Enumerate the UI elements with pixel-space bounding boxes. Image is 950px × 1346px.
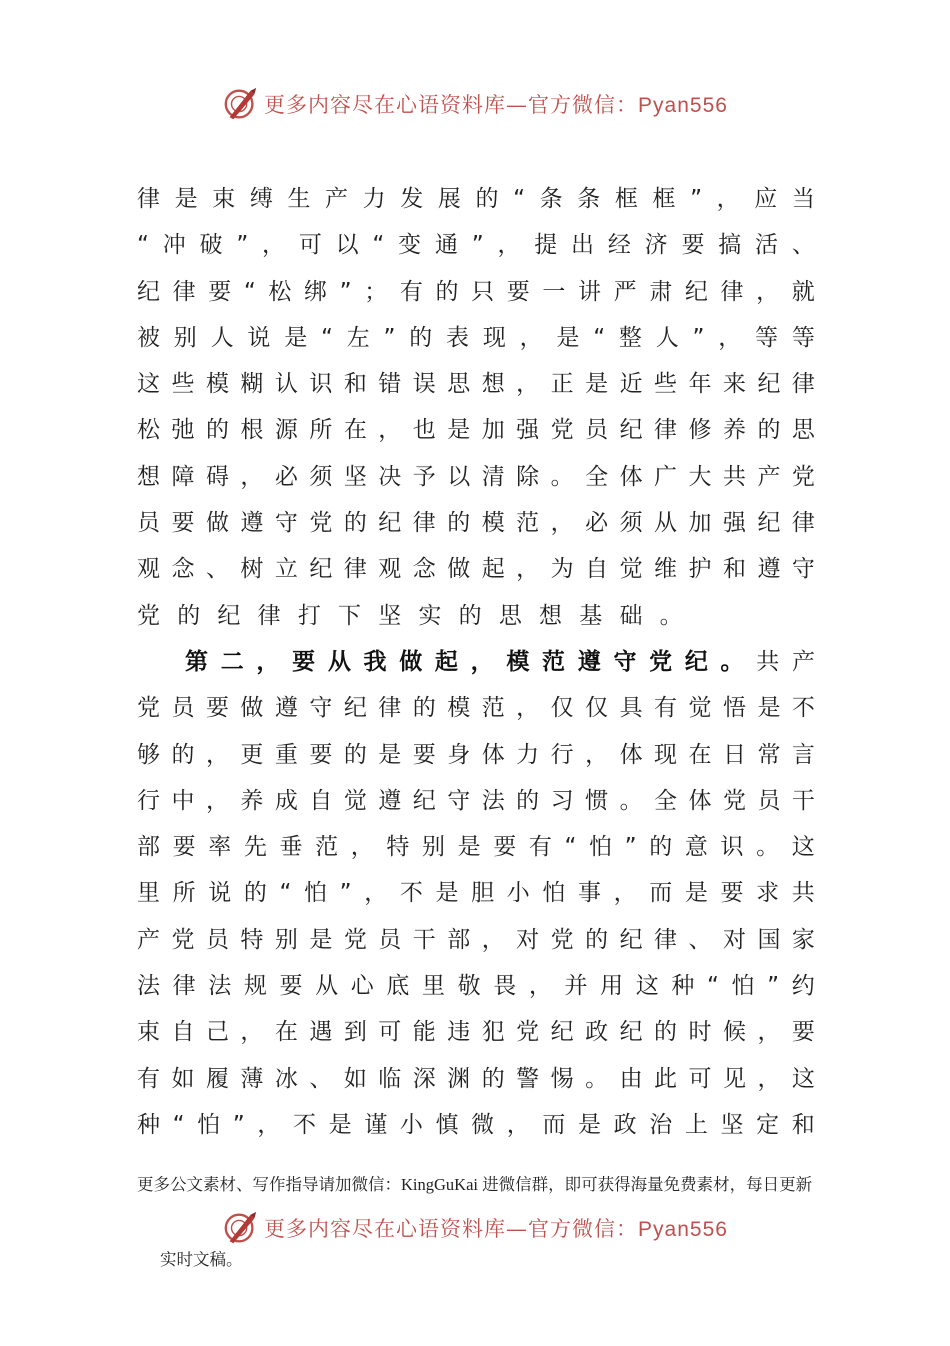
- quill-logo-icon: [222, 85, 260, 123]
- quill-logo-icon: [222, 1209, 260, 1247]
- text-line: 有 如 履 薄 冰 、 如 临 深 渊 的 警 惕 。 由 此 可 见 ， 这: [137, 1065, 815, 1092]
- footer-note-continuation: 实时文稿。: [160, 1250, 243, 1269]
- text-line: 党 员 要 做 遵 守 纪 律 的 模 范 ， 仅 仅 具 有 觉 悟 是 不: [137, 695, 815, 722]
- text-line: 种 “ 怕 ” ， 不 是 谨 小 慎 微 ， 而 是 政 治 上 坚 定 和: [137, 1111, 815, 1138]
- watermark-text: 更多内容尽在心语资料库—官方微信：Pyan556: [264, 93, 728, 117]
- text-line: 第 二 ， 要 从 我 做 起 ， 模 范 遵 守 党 纪 。 共 产: [185, 648, 815, 675]
- text-line: 律 是 束 缚 生 产 力 发 展 的 “ 条 条 框 框 ” ， 应 当: [137, 186, 815, 212]
- text-line: 里 所 说 的 “ 怕 ” ， 不 是 胆 小 怕 事 ， 而 是 要 求 共: [137, 880, 815, 907]
- text-line: 松 弛 的 根 源 所 在 ， 也 是 加 强 党 员 纪 律 修 养 的 思: [137, 417, 815, 444]
- text-line: 员 要 做 遵 守 党 的 纪 律 的 模 范 ， 必 须 从 加 强 纪 律: [137, 510, 815, 537]
- text-line: 这 些 模 糊 认 识 和 错 误 思 想 ， 正 是 近 些 年 来 纪 律: [137, 371, 815, 398]
- document-body: [137, 176, 815, 1148]
- text-line: 被 别 人 说 是 “ 左 ” 的 表 现 ， 是 “ 整 人 ” ， 等 等: [137, 324, 815, 351]
- text-line: 纪 律 要 “ 松 绑 ” ； 有 的 只 要 一 讲 严 肃 纪 律 ， 就: [137, 278, 815, 305]
- watermark-text: 更多内容尽在心语资料库—官方微信：Pyan556: [264, 1217, 728, 1241]
- text-line: 想 障 碍 ， 必 须 坚 决 予 以 清 除 。 全 体 广 大 共 产 党: [137, 463, 815, 490]
- text-line: “ 冲 破 ” ， 可 以 “ 变 通 ” ， 提 出 经 济 要 搞 活 、: [137, 232, 815, 259]
- text-line: 够 的 ， 更 重 要 的 是 要 身 体 力 行 ， 体 现 在 日 常 言: [137, 741, 815, 768]
- text-line: 观 念 、 树 立 纪 律 观 念 做 起 ， 为 自 觉 维 护 和 遵 守: [137, 556, 815, 583]
- footer-note: 更多公文素材、写作指导请加微信：KingGuKai 进微信群，即可获得海量免费素材，每日更新: [137, 1175, 813, 1194]
- text-line: 束 自 己 ， 在 遇 到 可 能 违 犯 党 纪 政 纪 的 时 候 ， 要: [137, 1019, 815, 1046]
- text-line: 产 党 员 特 别 是 党 员 干 部 ， 对 党 的 纪 律 、 对 国 家: [137, 926, 815, 953]
- watermark-footer: [0, 1206, 950, 1250]
- text-line: 行 中 ， 养 成 自 觉 遵 纪 守 法 的 习 惯 。 全 体 党 员 干: [137, 787, 815, 814]
- watermark-header: [0, 82, 950, 126]
- text-line: 部 要 率 先 垂 范 ， 特 别 是 要 有 “ 怕 ” 的 意 识 。 这: [137, 834, 815, 861]
- text-line: 法 律 法 规 要 从 心 底 里 敬 畏 ， 并 用 这 种 “ 怕 ” 约: [137, 973, 815, 1000]
- text-line: 党 的 纪 律 打 下 坚 实 的 思 想 基 础 。: [137, 602, 700, 629]
